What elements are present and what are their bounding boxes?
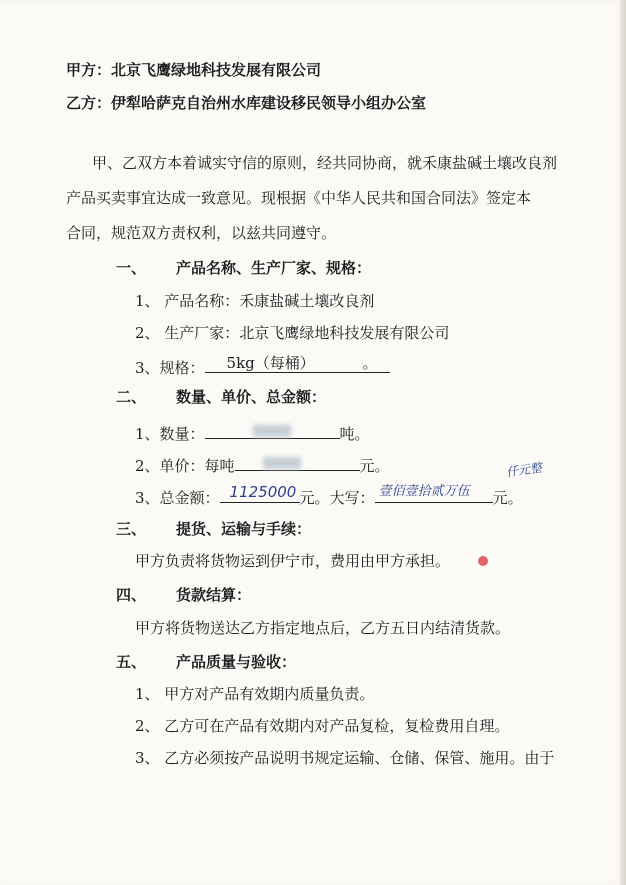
section-1-item-2: 2、 生产厂家：北京飞鹰绿地科技发展有限公司 [135, 324, 450, 342]
section-1-heading [116, 258, 371, 278]
section-5-heading [116, 652, 296, 672]
total-words-extra-handwritten: 仟元整 [505, 460, 543, 480]
section-2-title: 数量、单价、总金额： [176, 388, 327, 406]
spec-field [205, 355, 390, 373]
section-4-heading [116, 585, 251, 605]
total-value-handwritten: 1125000 [229, 483, 297, 501]
price-field [235, 453, 360, 471]
section-4-title: 货款结算： [176, 586, 252, 604]
section-3-number: 三、 [116, 520, 147, 538]
red-ink-mark [478, 556, 488, 566]
qty-label: 1、数量： [135, 425, 205, 443]
redacted-quantity [253, 425, 291, 437]
section-1-title: 产品名称、生产厂家、规格： [176, 259, 372, 277]
spec-value: 5kg（每桶） [226, 354, 315, 372]
section-3-title: 提货、运输与手续： [176, 520, 312, 538]
intro-line-2: 产品买卖事宜达成一致意见。现根据《中华人民共和国合同法》签定本 [66, 189, 532, 207]
section-5-item-1: 1、 甲方对产品有效期内质量负责。 [135, 685, 375, 703]
spec-label: 3、规格： [135, 359, 205, 377]
section-1-item-3 [135, 355, 390, 378]
total-words-field [375, 485, 493, 503]
total-end: 元。 [492, 489, 523, 507]
section-4-text: 甲方将货物送达乙方指定地点后，乙方五日内结清货款。 [135, 619, 511, 637]
party-b: 乙方：伊犁哈萨克自治州水库建设移民领导小组办公室 [66, 94, 427, 112]
section-2-number: 二、 [116, 388, 147, 406]
spec-end: 。 [362, 354, 378, 372]
section-1-item-1: 1、 产品名称：禾康盐碱土壤改良剂 [135, 292, 375, 310]
price-label: 2、单价：每吨 [135, 457, 235, 475]
section-5-item-2: 2、 乙方可在产品有效期内对产品复检，复检费用自理。 [135, 717, 510, 735]
section-3-text: 甲方负责将货物运到伊宁市，费用由甲方承担。 [135, 552, 451, 570]
price-unit: 元。 [359, 457, 390, 475]
section-4-number: 四、 [116, 586, 147, 604]
section-2-item-2 [135, 453, 390, 476]
party-a: 甲方：北京飞鹰绿地科技发展有限公司 [66, 61, 322, 79]
intro-line-3: 合同，规范双方责权利，以兹共同遵守。 [66, 224, 337, 242]
section-5-title: 产品质量与验收： [176, 653, 297, 671]
intro-line-1: 甲、乙双方本着诚实守信的原则，经共同协商，就禾康盐碱土壤改良剂 [92, 154, 558, 172]
redacted-price [263, 457, 301, 469]
section-5-item-3: 3、 乙方必须按产品说明书规定运输、仓储、保管、施用。由于 [135, 749, 555, 767]
qty-unit: 吨。 [339, 425, 370, 443]
section-2-heading [116, 387, 326, 407]
section-3-heading [116, 519, 311, 539]
section-1-number: 一、 [116, 259, 147, 277]
section-2-item-1 [135, 421, 370, 444]
total-words-handwritten: 壹佰壹拾贰万伍 [378, 484, 470, 499]
page-edge-shadow [620, 0, 626, 885]
total-mid: 元。大写： [299, 489, 375, 507]
qty-field [205, 421, 340, 439]
section-5-number: 五、 [116, 653, 147, 671]
total-field [220, 485, 300, 503]
total-label: 3、总金额： [135, 489, 220, 507]
section-2-item-3 [135, 485, 523, 508]
